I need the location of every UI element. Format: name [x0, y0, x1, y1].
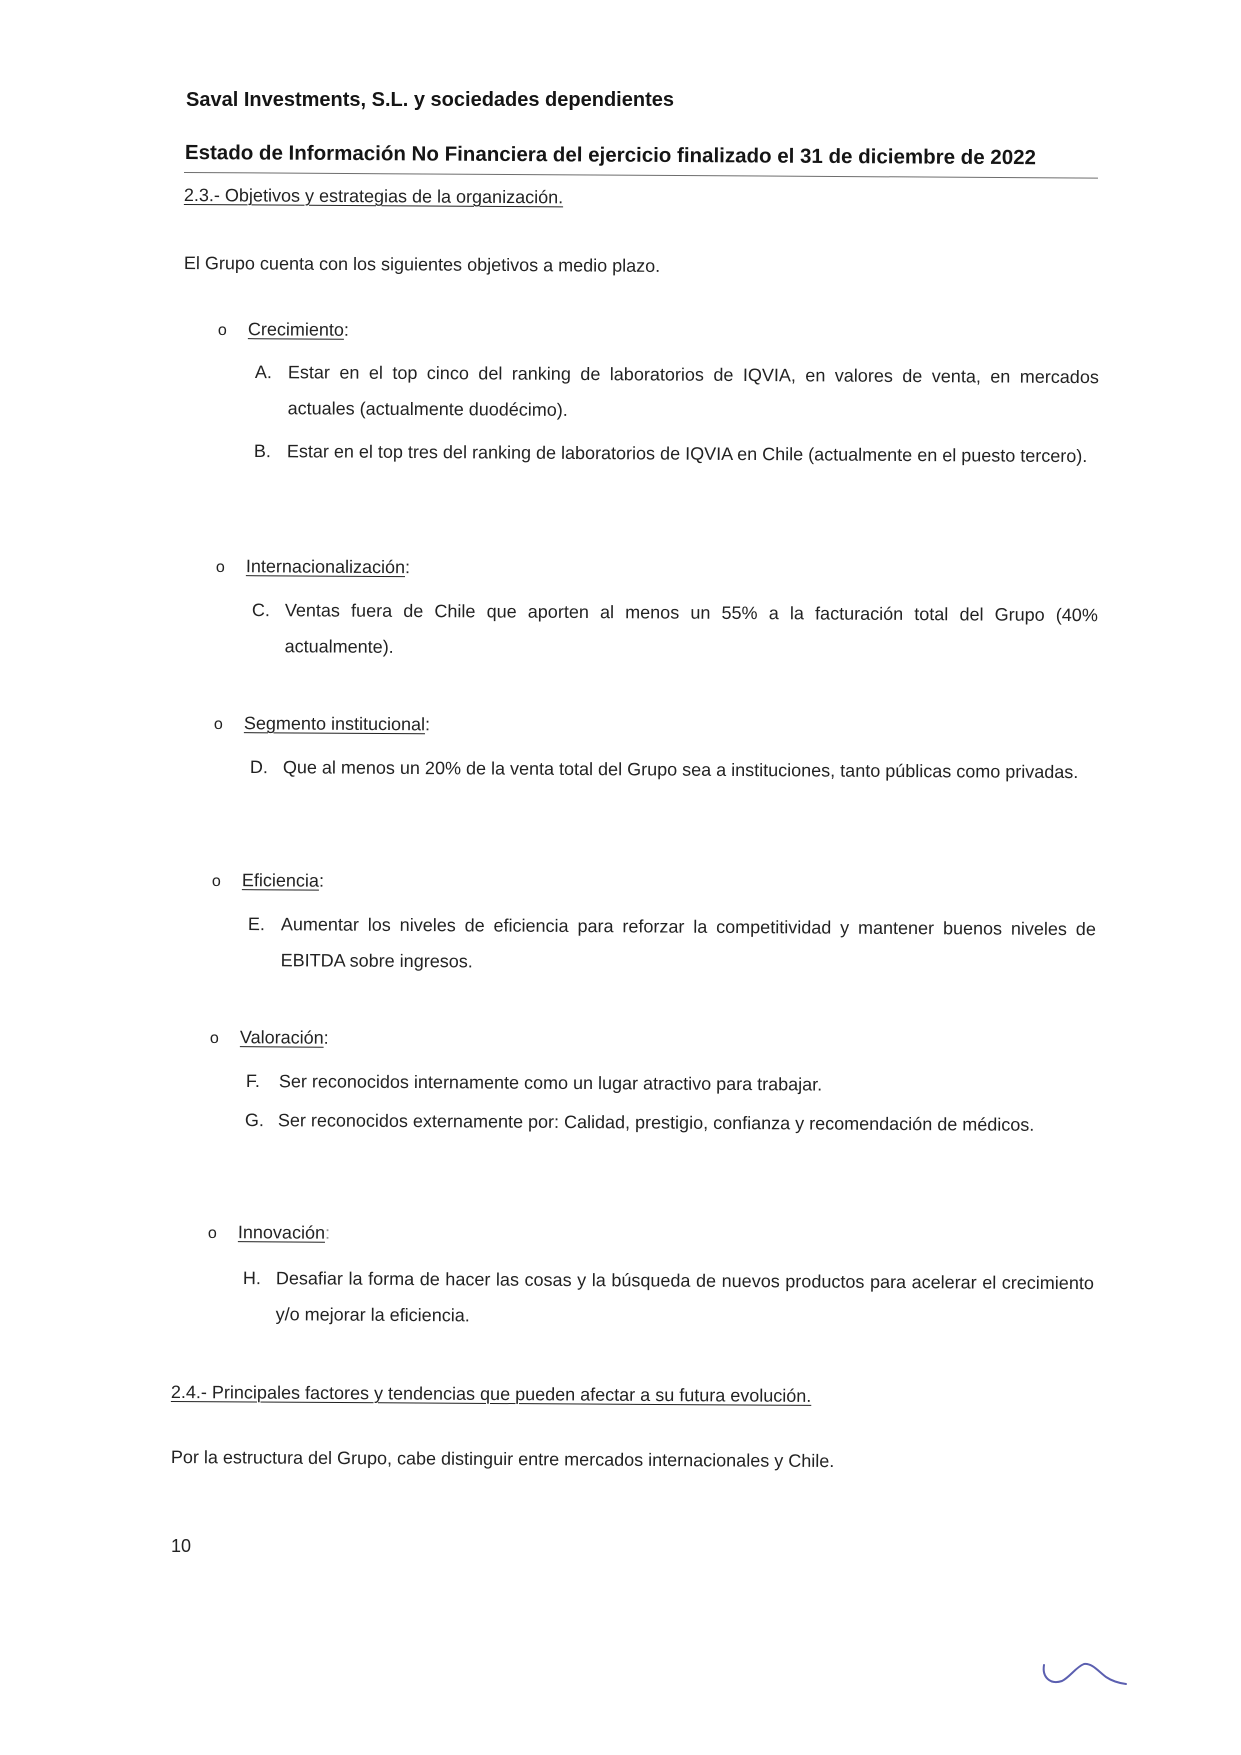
objective-heading-valoracion: o Valoración :	[209, 1027, 329, 1048]
item-text: Ser reconocidos internamente como un lugar atractivo para trabajar.	[278, 1071, 823, 1095]
item-letter: C.	[251, 599, 270, 621]
objective-title: Internacionalización	[245, 556, 406, 578]
item-letter: G.	[244, 1109, 264, 1131]
objective-item-g	[245, 1102, 1095, 1143]
bullet-circle-icon: o	[213, 715, 223, 734]
objective-heading-crecimiento: o Crecimiento :	[217, 319, 350, 340]
header-divider	[184, 172, 1098, 179]
item-letter: F.	[245, 1070, 260, 1092]
objective-item-h	[243, 1260, 1094, 1337]
objective-heading-internacionalizacion: o Internacionalización :	[215, 556, 411, 578]
objective-title: Valoración	[239, 1027, 324, 1048]
section-2-4-intro: Por la estructura del Grupo, cabe distinguir entre mercados internacionales y Chile.	[170, 1447, 835, 1472]
objective-title: Innovación	[237, 1222, 326, 1243]
bullet-circle-icon: o	[211, 872, 221, 891]
item-text: Desafiar la forma de hacer las cosas y la búsqueda de nuevos productos para acelerar el crecimiento y/o mejorar la eficiencia.	[275, 1268, 1094, 1326]
bullet-circle-icon: o	[209, 1030, 219, 1048]
bullet-circle-icon: o	[215, 558, 225, 577]
objective-title: Crecimiento	[247, 319, 345, 340]
item-text: Aumentar los niveles de eficiencia para reforzar la competitividad y mantener buenos niveles de EBITDA sobre ingresos.	[280, 914, 1096, 972]
item-letter: E.	[247, 913, 265, 935]
item-text: Estar en el top tres del ranking de laboratorios de IQVIA en Chile (actualmente en el puesto tercero).	[286, 441, 1088, 467]
section-heading-2-3: 2.3.- Objetivos y estrategias de la organización.	[183, 185, 564, 208]
objective-title: Segmento institucional	[243, 713, 426, 735]
objective-item-c	[252, 592, 1098, 669]
objective-title: Eficiencia	[241, 870, 320, 891]
objective-item-f	[246, 1063, 1095, 1104]
objective-heading-segmento-institucional: o Segmento institucional :	[213, 713, 431, 735]
objective-heading-eficiencia: o Eficiencia :	[211, 870, 325, 891]
objective-item-a	[255, 354, 1099, 431]
objective-item-d	[250, 749, 1097, 790]
bullet-circle-icon: o	[217, 321, 227, 340]
item-text: Que al menos un 20% de la venta total del Grupo sea a instituciones, tanto públicas como privadas.	[282, 757, 1079, 783]
item-letter: B.	[253, 440, 271, 462]
section-heading-2-4: 2.4.- Principales factores y tendencias que pueden afectar a su futura evolución.	[170, 1382, 812, 1406]
item-letter: D.	[249, 756, 268, 778]
item-text: Ser reconocidos externamente por: Calidad, prestigio, confianza y recomendación de médicos.	[277, 1110, 1035, 1135]
signature-icon	[1040, 1655, 1130, 1705]
company-name: Saval Investments, S.L. y sociedades dependientes	[186, 89, 674, 111]
page-number: 10	[171, 1536, 192, 1556]
bullet-circle-icon: o	[207, 1225, 217, 1243]
item-text: Estar en el top cinco del ranking de laboratorios de IQVIA, en valores de venta, en mercados actuales (actualmente duodécimo).	[287, 362, 1099, 420]
section-2-3-intro: El Grupo cuenta con los siguientes objetivos a medio plazo.	[183, 253, 661, 276]
report-title: Estado de Información No Financiera del ejercicio finalizado el 31 de diciembre de 2022	[184, 141, 1037, 170]
item-letter: A.	[254, 361, 272, 383]
objective-heading-innovacion: o Innovación :	[207, 1222, 331, 1243]
item-letter: H.	[242, 1267, 261, 1289]
objective-item-b	[254, 433, 1099, 474]
objective-item-e	[248, 906, 1096, 983]
item-text: Ventas fuera de Chile que aporten al menos un 55% a la facturación total del Grupo (40% actualmente).	[284, 600, 1098, 657]
